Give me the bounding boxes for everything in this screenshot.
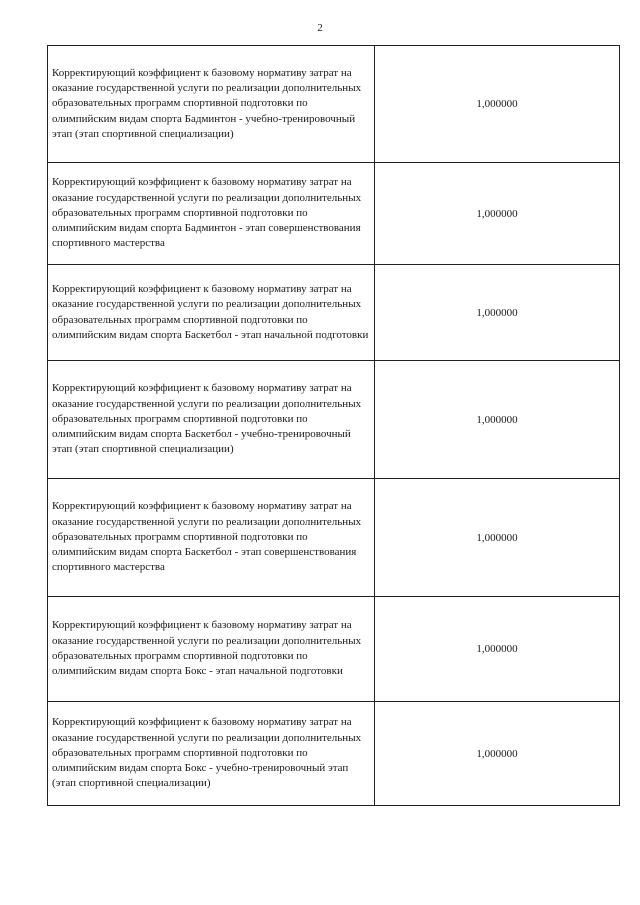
coefficient-description: Корректирующий коэффициент к базовому нормативу затрат на оказание государственной услуги по реализации дополнительных образовательных программ спортивной подготовки по олимпийским видам спорта Бадминтон - этап совершенствования спортивного мастерства xyxy=(48,163,375,265)
table-row xyxy=(48,479,620,597)
coefficient-value: 1,000000 xyxy=(375,361,620,479)
coefficient-table xyxy=(47,45,620,806)
table-row xyxy=(48,702,620,806)
table-row xyxy=(48,265,620,361)
table-row xyxy=(48,46,620,163)
coefficient-description: Корректирующий коэффициент к базовому нормативу затрат на оказание государственной услуги по реализации дополнительных образовательных программ спортивной подготовки по олимпийским видам спорта Бокс - этап начальной подготовки xyxy=(48,597,375,702)
coefficient-value: 1,000000 xyxy=(375,163,620,265)
coefficient-description: Корректирующий коэффициент к базовому нормативу затрат на оказание государственной услуги по реализации дополнительных образовательных программ спортивной подготовки по олимпийским видам спорта Баскетбол - учебно-тренировочный этап (этап спортивной специализации) xyxy=(48,361,375,479)
coefficient-description: Корректирующий коэффициент к базовому нормативу затрат на оказание государственной услуги по реализации дополнительных образовательных программ спортивной подготовки по олимпийским видам спорта Баскетбол - этап совершенствования спортивного мастерства xyxy=(48,479,375,597)
coefficient-description: Корректирующий коэффициент к базовому нормативу затрат на оказание государственной услуги по реализации дополнительных образовательных программ спортивной подготовки по олимпийским видам спорта Баскетбол - этап начальной подготовки xyxy=(48,265,375,361)
coefficient-value: 1,000000 xyxy=(375,265,620,361)
coefficient-description: Корректирующий коэффициент к базовому нормативу затрат на оказание государственной услуги по реализации дополнительных образовательных программ спортивной подготовки по олимпийским видам спорта Бокс - учебно-тренировочный этап (этап спортивной специализации) xyxy=(48,702,375,806)
coefficient-value: 1,000000 xyxy=(375,702,620,806)
coefficient-description: Корректирующий коэффициент к базовому нормативу затрат на оказание государственной услуги по реализации дополнительных образовательных программ спортивной подготовки по олимпийским видам спорта Бадминтон - учебно-тренировочный этап (этап спортивной специализации) xyxy=(48,46,375,163)
page-number: 2 xyxy=(317,22,323,34)
table-row xyxy=(48,361,620,479)
table-row xyxy=(48,597,620,702)
coefficient-value: 1,000000 xyxy=(375,479,620,597)
coefficient-value: 1,000000 xyxy=(375,46,620,163)
coefficient-value: 1,000000 xyxy=(375,597,620,702)
table-row xyxy=(48,163,620,265)
